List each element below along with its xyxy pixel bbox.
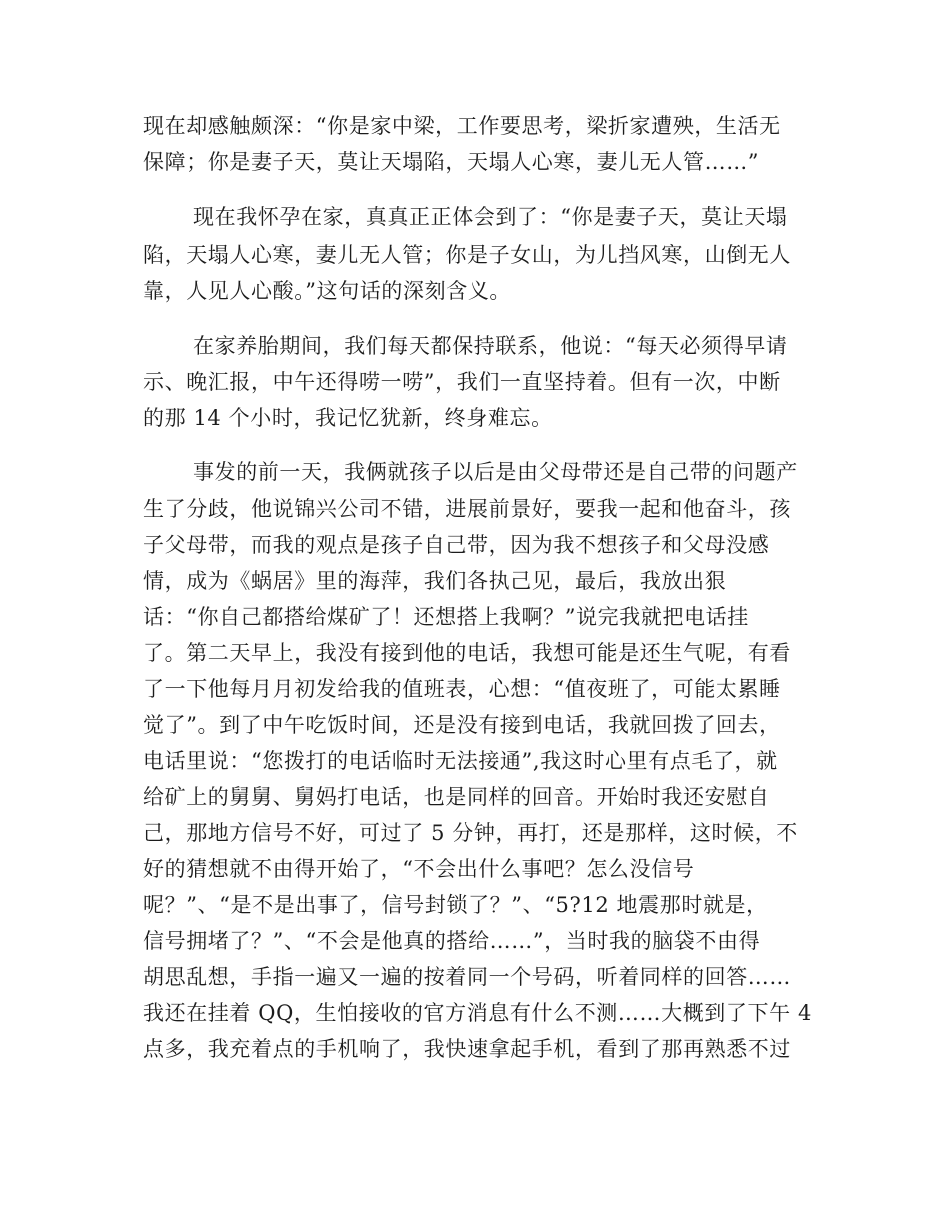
text-line: 情，成为《蜗居》里的海萍，我们各执己见，最后，我放出狠 [143, 569, 727, 593]
text-line: 了一下他每月月初发给我的值班表，心想：“值夜班了，可能太累睡 [143, 677, 781, 701]
text-line: 话：“你自己都搭给煤矿了！还想搭上我啊？”说完我就把电话挂 [143, 605, 749, 629]
text-line: 给矿上的舅舅、舅妈打电话，也是同样的回音。开始时我还安慰自 [143, 785, 770, 809]
text-line: 己，那地方信号不好，可过了 5 分钟，再打，还是那样，这时候，不 [143, 821, 798, 845]
text-line: 在家养胎期间，我们每天都保持联系，他说：“每天必须得早请 [193, 334, 788, 358]
text-line: 胡思乱想，手指一遍又一遍的按着同一个号码，听着同样的回答…… [143, 965, 791, 989]
text-line: 子父母带，而我的观点是孩子自己带，因为我不想孩子和父母没感 [143, 533, 770, 557]
text-line: 信号拥堵了？”、“不会是他真的搭给……”，当时我的脑袋不由得 [143, 929, 761, 953]
text-line: 我还在挂着 QQ，生怕接收的官方消息有什么不测……大概到了下午 4 [143, 1001, 812, 1025]
text-line: 点多，我充着点的手机响了，我快速拿起手机，看到了那再熟悉不过 [143, 1037, 791, 1061]
text-line: 的那 14 个小时，我记忆犹新，终身难忘。 [143, 406, 553, 430]
text-line: 生了分歧，他说锦兴公司不错，进展前景好，要我一起和他奋斗，孩 [143, 497, 791, 521]
text-line: 呢？”、“是不是出事了，信号封锁了？”、“5?12 地震那时就是， [143, 893, 768, 917]
text-line: 觉了”。到了中午吃饭时间，还是没有接到电话，我就回拨了回去， [143, 713, 781, 737]
text-line: 好的猜想就不由得开始了，“不会出什么事吧？怎么没信号 [143, 857, 695, 881]
text-line: 电话里说：“您拨打的电话临时无法接通”,我这时心里有点毛了，就 [143, 749, 778, 773]
text-line: 现在却感触颇深：“你是家中梁，工作要思考，梁折家遭殃，生活无 [143, 114, 781, 138]
text-line: 现在我怀孕在家，真真正正体会到了：“你是妻子天，莫让天塌 [193, 205, 788, 229]
text-line: 陷，天塌人心寒，妻儿无人管；你是子女山，为儿挡风寒，山倒无人 [143, 243, 791, 267]
text-line: 事发的前一天，我俩就孩子以后是由父母带还是自己带的问题产 [193, 460, 798, 484]
text-line: 示、晚汇报，中午还得唠一唠”，我们一直坚持着。但有一次，中断 [143, 370, 781, 394]
text-line: 保障；你是妻子天，莫让天塌陷，天塌人心寒，妻儿无人管……” [143, 150, 760, 174]
text-line: 靠，人见人心酸。”这句话的深刻含义。 [143, 279, 512, 303]
text-line: 了。第二天早上，我没有接到他的电话，我想可能是还生气呢，有看 [143, 641, 791, 665]
